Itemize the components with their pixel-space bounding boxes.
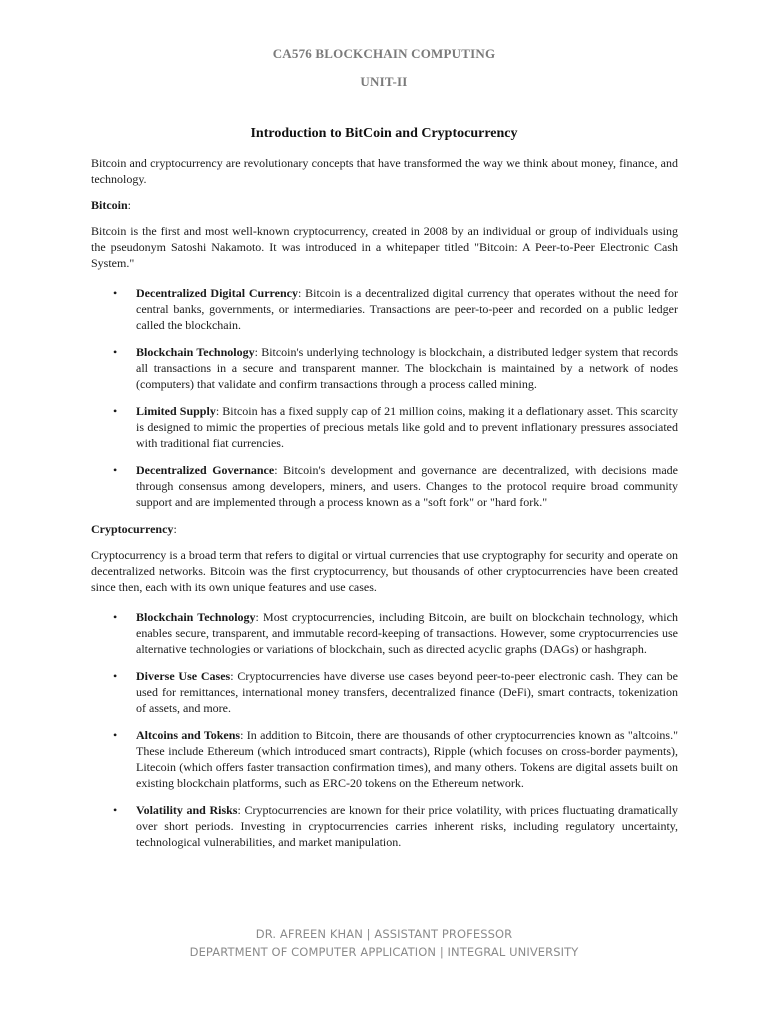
course-header: CA576 BLOCKCHAIN COMPUTING (272, 46, 496, 61)
label-colon: : (173, 522, 177, 536)
list-item (91, 344, 678, 392)
term-separator: : (240, 728, 247, 742)
list-item (91, 403, 678, 451)
list-item-term: Altcoins and Tokens (136, 728, 241, 742)
page-title: Introduction to BitCoin and Cryptocurrency (250, 126, 518, 141)
term-separator: : (274, 463, 284, 477)
bullet-icon: • (113, 728, 118, 742)
list-item-text: Cryptocurrencies are known for their price volatility, with prices fluctuating dramatically over short periods. Investing in cryptocurrencies carries inherent risks, including regulatory uncertainty, technological vulnerabilities, and market manipulation. (136, 803, 678, 849)
cryptocurrency-description: Cryptocurrency is a broad term that refers to digital or virtual currencies that use cryptography for security and operate on decentralized networks. Bitcoin was the first cryptocurrency, but thousands of other cryptocurrencies have been created since then, each with its own unique features and use cases. (91, 548, 678, 594)
list-item-text: Bitcoin is a decentralized digital currency that operates without the need for central banks, governments, or intermediaries. Transactions are peer-to-peer and recorded on a public ledger called the blockchain. (136, 286, 678, 332)
list-item-term: Diverse Use Cases (136, 669, 231, 683)
list-item-text: Cryptocurrencies have diverse use cases beyond peer-to-peer electronic cash. They can be used for remittances, international money transfers, decentralized finance (DeFi), smart contracts, tokenization of assets, and more. (136, 669, 678, 715)
list-item-term: Limited Supply (136, 404, 216, 418)
term-separator: : (255, 610, 264, 624)
bitcoin-heading-text: Bitcoin (91, 198, 128, 212)
label-colon: : (127, 198, 132, 212)
bitcoin-bullet-list (91, 285, 678, 510)
document-body (91, 155, 678, 861)
intro-paragraph: Bitcoin and cryptocurrency are revolutionary concepts that have transformed the way we think about money, finance, and technology. (91, 156, 678, 186)
footer-author: DR. AFREEN KHAN | ASSISTANT PROFESSOR (255, 927, 513, 941)
list-item (91, 285, 678, 333)
term-separator: : (297, 286, 306, 300)
bitcoin-description: Bitcoin is the first and most well-known cryptocurrency, created in 2008 by an individual or group of individuals using the pseudonym Satoshi Nakamoto. It was introduced in a whitepaper titled "Bitcoin: A Peer-to-Peer Electronic Cash System." (91, 224, 678, 270)
list-item (91, 802, 678, 850)
list-item-term: Decentralized Governance (136, 463, 275, 477)
list-item-term: Blockchain Technology (136, 345, 255, 359)
list-item-text: In addition to Bitcoin, there are thousands of other cryptocurrencies known as "altcoins." These include Ethereum (which introduced smart contracts), Ripple (which focuses on cross-border payments), Litecoin (which offers faster transaction confirmation times), and many others. Tokens are digital assets built on existing blockchain platforms, such as ERC-20 tokens on the Ethereum network. (136, 728, 678, 790)
list-item (91, 609, 678, 657)
list-item-text: Bitcoin's underlying technology is blockchain, a distributed ledger system that records all transactions in a secure and transparent manner. The blockchain is maintained by a network of nodes (computers) that validate and confirm transactions through a process called mining. (136, 345, 678, 391)
list-item (91, 462, 678, 510)
bitcoin-heading (91, 197, 678, 213)
list-item-text: Bitcoin has a fixed supply cap of 21 million coins, making it a deflationary asset. This scarcity is designed to mimic the properties of precious metals like gold and to prevent inflationary pressures associated with traditional fiat currencies. (136, 404, 678, 450)
cryptocurrency-heading-text: Cryptocurrency (91, 522, 174, 536)
cryptocurrency-heading (91, 521, 678, 537)
term-separator: : (237, 803, 245, 817)
cryptocurrency-bullet-list (91, 609, 678, 850)
list-item-term: Decentralized Digital Currency (136, 286, 298, 300)
list-item (91, 727, 678, 791)
bullet-icon: • (113, 669, 118, 683)
bullet-icon: • (113, 610, 118, 624)
list-item-text: Bitcoin's development and governance are decentralized, with decisions made through consensus among developers, miners, and users. Changes to the protocol require broad community support and are implemented through a process known as a "soft fork" or "hard fork." (136, 463, 679, 509)
list-item (91, 668, 678, 716)
list-item-term: Volatility and Risks (136, 803, 238, 817)
list-item-text: Most cryptocurrencies, including Bitcoin, are built on blockchain technology, which enables secure, transparent, and immutable record-keeping of transactions. However, some cryptocurrencies use alternative technologies or variations of blockchain, such as directed acyclic graphs (DAGs) or hashgraph. (136, 610, 678, 656)
term-separator: : (254, 345, 262, 359)
bullet-icon: • (113, 345, 118, 359)
bullet-icon: • (113, 404, 118, 418)
term-separator: : (230, 669, 238, 683)
term-separator: : (215, 404, 223, 418)
unit-header: UNIT-II (360, 74, 408, 89)
bullet-icon: • (113, 463, 118, 477)
footer-department: DEPARTMENT OF COMPUTER APPLICATION | INTEGRAL UNIVERSITY (189, 945, 579, 959)
list-item-term: Blockchain Technology (136, 610, 256, 624)
bullet-icon: • (113, 286, 118, 300)
bullet-icon: • (113, 803, 118, 817)
